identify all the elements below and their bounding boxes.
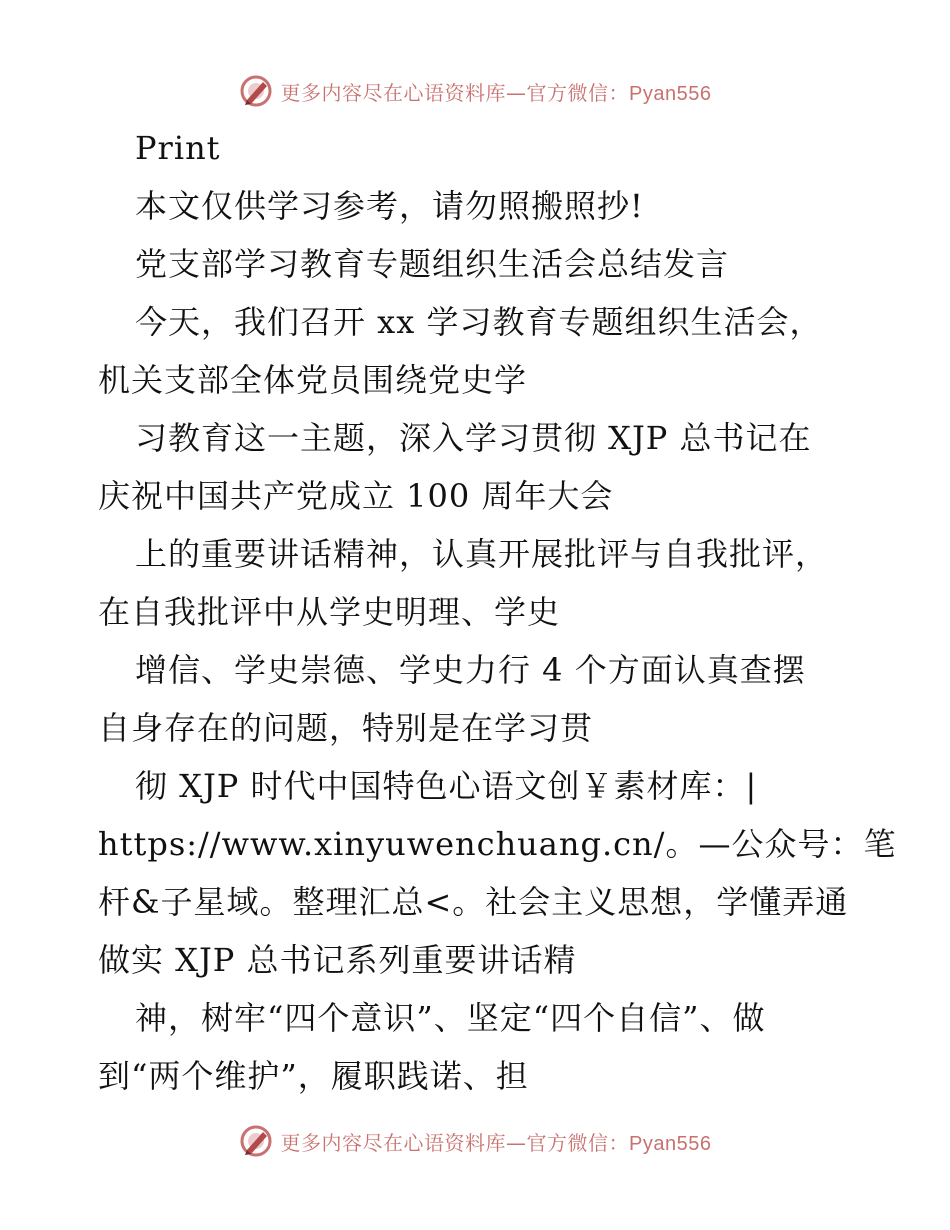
doc-line: 上的重要讲话精神，认真开展批评与自我批评， [135, 535, 829, 573]
pen-logo-icon [239, 74, 273, 108]
doc-line: 庆祝中国共产党成立 100 周年大会 [98, 477, 614, 515]
doc-line: 彻 XJP 时代中国特色心语文创￥素材库：| [135, 767, 758, 805]
doc-line-print: Print [135, 129, 221, 167]
footer-watermark [0, 1121, 950, 1161]
doc-line: 习教育这一主题，深入学习贯彻 XJP 总书记在 [135, 419, 812, 457]
document-body [98, 119, 897, 1105]
doc-line: 到“两个维护”，履职践诺、担 [98, 1057, 529, 1095]
doc-line: 杆&子星域。整理汇总<。社会主义思想，学懂弄通 [98, 883, 849, 921]
doc-line: 做实 XJP 总书记系列重要讲话精 [98, 941, 577, 979]
doc-line: 神，树牢“四个意识”、坚定“四个自信”、做 [135, 999, 766, 1037]
watermark-text: 更多内容尽在心语资料库—官方微信：Pyan556 [280, 80, 712, 105]
watermark-text: 更多内容尽在心语资料库—官方微信：Pyan556 [280, 1130, 712, 1155]
doc-title: 党支部学习教育专题组织生活会总结发言 [135, 245, 730, 283]
doc-line: 增信、学史崇德、学史力行 4 个方面认真查摆 [135, 651, 806, 689]
doc-line: 自身存在的问题，特别是在学习贯 [98, 709, 594, 747]
doc-line: 在自我批评中从学史明理、学史 [98, 593, 561, 631]
doc-line: 今天，我们召开 xx 学习教育专题组织生活会， [135, 303, 823, 341]
doc-line: https://www.xinyuwenchuang.cn/。—公众号：笔 [98, 825, 897, 863]
header-watermark [0, 71, 950, 111]
doc-line-disclaimer: 本文仅供学习参考，请勿照搬照抄! [135, 187, 644, 225]
pen-logo-icon [239, 1124, 273, 1158]
doc-line: 机关支部全体党员围绕党史学 [98, 361, 528, 399]
